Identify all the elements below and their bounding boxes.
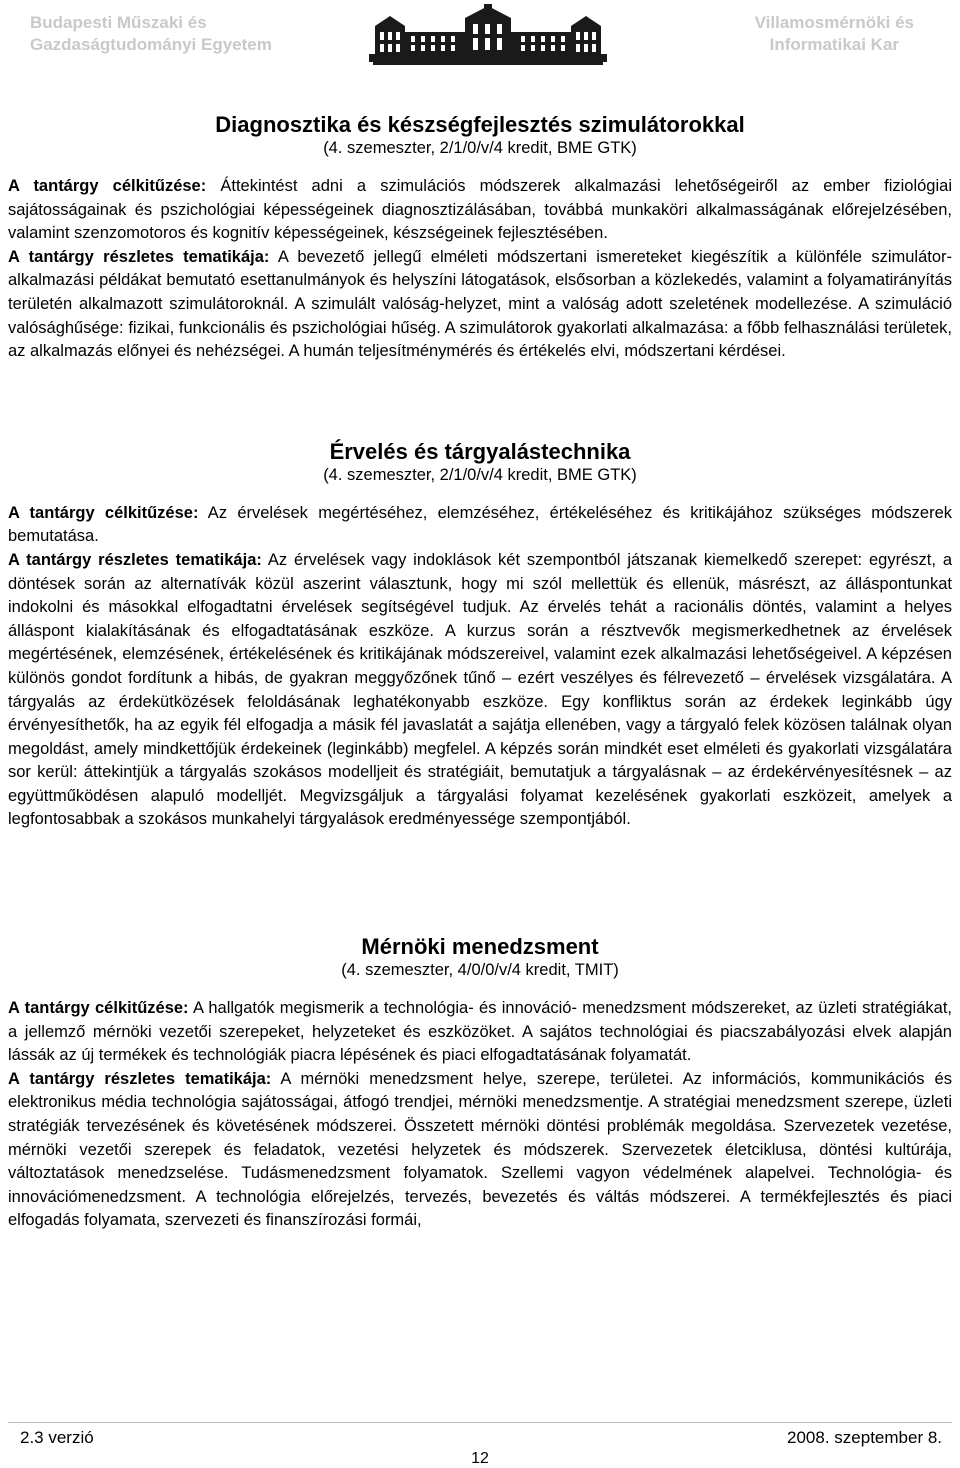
faculty-name: [755, 12, 914, 56]
footer-date: 2008. szeptember 8.: [787, 1428, 942, 1447]
topics-label: A tantárgy részletes tematikája:: [8, 1069, 272, 1088]
goal-label: A tantárgy célkitűzése:: [8, 503, 199, 522]
course-topics: [8, 1068, 952, 1233]
page-header: [0, 0, 960, 80]
footer-divider: [8, 1422, 952, 1423]
course-topics: [8, 246, 952, 364]
course-title: Mérnöki menedzsment: [361, 934, 599, 960]
goal-text: Áttekintést adni a szimulációs módszerek alkalmazási lehetőségeiről az ember fiziológiai sajátosságainak és pszichológiai képességeinek diagnosztizálásában, továbbá munkaköri alkalmasságának előrejelzésében, valamint szenzomotoros és kognitív képességeinek, készségeinek fejlesztésében.: [8, 177, 952, 243]
section-spacer: [8, 364, 952, 439]
course-goal: [8, 175, 952, 246]
page-number: 12: [471, 1450, 489, 1467]
course-section: [8, 439, 952, 832]
university-name-line2: Gazdaságtudományi Egyetem: [30, 35, 272, 54]
course-subtitle: (4. szemeszter, 2/1/0/v/4 kredit, BME GTK): [323, 465, 637, 484]
course-title: Érvelés és tárgyalástechnika: [329, 438, 631, 464]
course-title: Diagnosztika és készségfejlesztés szimulátorokkal: [215, 112, 745, 137]
faculty-name-line1: Villamosmérnöki és: [754, 13, 914, 32]
section-spacer: [8, 832, 952, 934]
course-topics: [8, 549, 952, 832]
university-name-line1: Budapesti Műszaki és: [30, 13, 207, 32]
footer-version: 2.3 verzió: [20, 1428, 94, 1447]
topics-label: A tantárgy részletes tematikája:: [8, 550, 262, 569]
page-footer: [0, 1420, 960, 1468]
goal-label: A tantárgy célkitűzése:: [8, 999, 189, 1018]
course-subtitle: (4. szemeszter, 2/1/0/v/4 kredit, BME GTK): [323, 139, 637, 157]
faculty-name-line2: Informatikai Kar: [769, 35, 900, 54]
university-name: [30, 12, 272, 56]
topics-text: A bevezető jellegű elméleti módszertani ismereteket kiegészítik a különféle szimulátor-alkalmazási példákat bemutató esettanulmányok és helyszíni látogatások, elsősorban a közlekedés, valamint a folyamatirányítás területén alkalmazott szimulátoroknál. A szimulált valóság-helyzet, mint a valóság adott szeletének modellezése. A szimuláció valósághűsége: fizikai, funkcionális és pszichológiai hűség. A szimulátorok gyakorlati alkalmazása: a főbb felhasználási területek, az alkalmazás előnyei és nehézségei. A humán teljesítménymérés és értékelés elvi, módszertani kérdései.: [8, 247, 952, 361]
topics-label: A tantárgy részletes tematikája:: [8, 247, 270, 266]
document-body: [8, 112, 952, 1233]
course-goal: [8, 997, 952, 1068]
goal-text: Az érvelések megértéséhez, elemzéséhez, értékeléséhez és kritikájához szükséges módszerek bemutatása.: [8, 503, 952, 546]
topics-text: Az érvelések vagy indoklások két szempontból játszanak kiemelkedő szerepet: egyrészt, a döntések során az alternatívák közül aszerint választunk, hogy mi szól mellettük és ellenük, másrészt, az álláspontunkat indokolni és másokkal elfogadtatni érvelések segítségével tudjuk. Az érvelés tehát a racionális döntés, valamint a helyes álláspont kialakításának és elfogadtatásának eszköze. A kurzus során a résztvevők megismerkedhetnek az érvelések megértésének, elemzésének, értékelésének és kritikájának módszereivel, valamint ezek alkalmazási lehetőségeivel. A képzésen különös gondot fordítunk a hibás, de gyakran meggyőzőnek tűnő – ezért veszélyes és félrevezető – érvelések vizsgálatára. A tárgyalás az érdekütközések feloldásának leghatékonyabb eszköze. Egy konfliktus során az érdekek leginkább úgy érvényesíthetők, ha az egyik fél elfogadja a másik fél javaslatát a sajátja ellenében, vagy a tárgyaló felek közösen találnak olyan megoldást, amely mindkettőjük érdekeinek (leginkább) megfelel. A képzés során mindkét eset elméleti és gyakorlati vizsgálatára sor kerül: áttekintjük a tárgyalás szokásos modelljeit és stratégiáit, bemutatjuk a tárgyalásnak – az érdekérvényesítésnek – az együttműködésen alapuló modelljét. Megvizsgáljuk a tárgyalási folyamat kezelésének gyakorlati eszközeit, amelyek a legfontosabbak a szokásos munkahelyi tárgyalások eredményessége szempontjából.: [8, 550, 952, 829]
course-section: [8, 934, 952, 1233]
course-subtitle: (4. szemeszter, 4/0/0/v/4 kredit, TMIT): [341, 961, 619, 980]
course-section: [8, 112, 952, 364]
goal-label: A tantárgy célkitűzése:: [8, 177, 207, 195]
university-building-logo-icon: [369, 4, 607, 70]
goal-text: A hallgatók megismerik a technológia- és innováció- menedzsment módszereket, az üzleti stratégiákat, a jellemző mérnöki vezetői szerepeket, helyzeteket és eszközöket. A sajátos technológiai és piacszabályozási elvek alapján lássák az új termékek és technológiák piacra lépésének és piaci elfogadtatásának folyamatát.: [8, 999, 952, 1065]
course-goal: [8, 502, 952, 549]
topics-text: A mérnöki menedzsment helye, szerepe, területei. Az információs, kommunikációs és elektronikus média technológia sajátosságai, átfogó trendjei, mérnöki menedzsmentje. A stratégiai menedzsment szerepe, üzleti stratégiák tervezésének és követésének módszerei. Összetett mérnöki döntési problémák megoldása. Szervezetek vezetése, mérnöki vezetői szerepek és feladatok, vezetési helyzetek és módszerek. Szervezetek életciklusa, döntési kultúrája, változtatások menedzselése. Tudásmenedzsment folyamatok. Szellemi vagyon védelmének alapelvei. Technológia- és innovációmenedzsment. A technológia előrejelzés, tervezés, bevezetés és váltás módszerei. A termékfejlesztés és piaci elfogadás folyamata, szervezeti és finanszírozási formái,: [8, 1069, 952, 1230]
